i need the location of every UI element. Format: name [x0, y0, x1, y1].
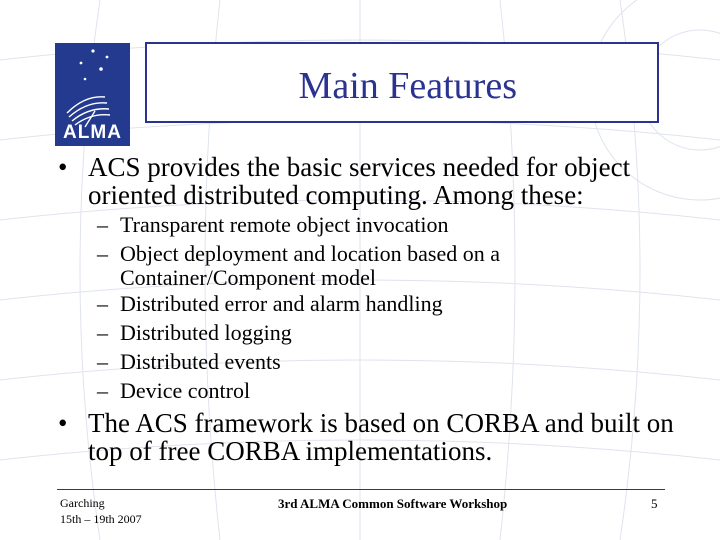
footer-location — [60, 495, 142, 527]
dash-glyph: – — [97, 320, 108, 345]
bullet-glyph: • — [58, 408, 68, 438]
dash-glyph: – — [97, 241, 108, 266]
footer-dates: 15th – 19th 2007 — [60, 512, 142, 526]
sub-item-text: Object deployment and location based on a Container/Component model — [120, 241, 500, 290]
dash-glyph: – — [97, 212, 108, 237]
slide-title: Main Features — [298, 65, 517, 107]
bullet-glyph: • — [58, 152, 68, 182]
sub-item-text: Device control — [120, 378, 251, 403]
sub-item-text: Distributed logging — [120, 320, 292, 345]
dash-glyph: – — [97, 291, 108, 316]
footer-divider — [57, 489, 665, 490]
sub-item-text: Transparent remote object invocation — [120, 212, 449, 237]
page-number: 5 — [651, 496, 658, 511]
bullet-text: ACS provides the basic services needed for object oriented distributed computing. Among these: — [88, 152, 631, 210]
sub-item-text: Distributed error and alarm handling — [120, 291, 443, 316]
dash-glyph: – — [97, 349, 108, 374]
footer-event: 3rd ALMA Common Software Workshop — [278, 496, 508, 511]
alma-logo — [55, 43, 130, 146]
logo-text: ALMA — [63, 122, 122, 143]
bullet-text: The ACS framework is based on CORBA and built on top of free CORBA implementations. — [88, 408, 674, 466]
footer-location-text: Garching — [60, 496, 105, 510]
sub-item-text: Distributed events — [120, 349, 281, 374]
title-box — [145, 42, 659, 123]
dash-glyph: – — [97, 378, 108, 403]
